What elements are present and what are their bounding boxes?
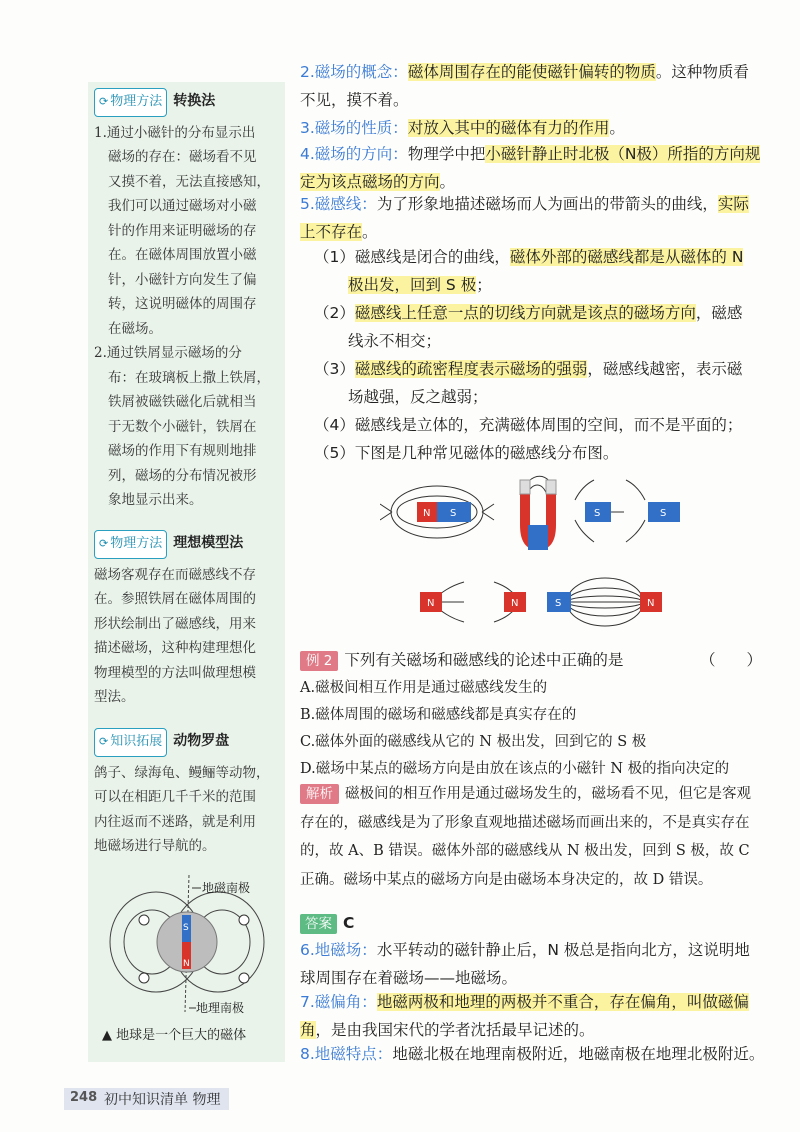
point-4: （4）磁感线是立体的，充满磁体周围的空间，而不是平面的； <box>314 416 743 434</box>
text-line: 2.通过铁屑显示磁场的分 <box>94 345 242 361</box>
text-line: 在磁场。 <box>108 320 162 337</box>
book-title: 初中知识清单 物理 <box>104 1092 221 1108</box>
compass-icon <box>139 973 149 983</box>
text-line: 在。在磁体周围放置小磁 <box>108 247 257 263</box>
text-line: 象地显示出来。 <box>108 492 203 508</box>
text-line: 1.通过小磁针的分布显示出 <box>94 124 256 141</box>
earth-magnet-figure <box>96 870 286 1045</box>
point-5: （5）下图是几种常见磁体的磁感线分布图。 <box>314 444 619 462</box>
item-field-concept: 2.磁场的概念：磁体周围存在的能使磁针偏转的物质。这种物质看不见，摸不着。 <box>300 63 749 109</box>
section-title: 动物罗盘 <box>173 733 230 749</box>
point-3: （3）磁感线的疏密程度表示磁场的强弱，磁感线越密，表示磁场越强，反之越弱； <box>314 360 743 406</box>
text-line: 内往返而不迷路，就是利用 <box>94 813 256 830</box>
item-geomagnetic-features: 8.地磁特点：地磁北极在地理南极附近，地磁南极在地理北极附近。 <box>300 1045 765 1063</box>
option-a: A.磁极间相互作用是通过磁感线发生的 <box>300 680 548 696</box>
text-line: 在。参照铁屑在磁体周围的 <box>94 591 256 607</box>
section-body <box>94 563 280 710</box>
u-magnet-s-region <box>528 525 548 550</box>
extension-badge: ⟳ 知识拓展 <box>94 728 167 757</box>
example-options <box>300 675 762 783</box>
item-declination: 7.磁偏角：地磁两极和地理的两极并不重合，存在偏角，叫做磁偏角，是由我国宋代的学者沈括最早记述的。 <box>300 993 749 1039</box>
item-field-direction: 4.磁场的方向：物理学中把小磁针静止时北极（N极）所指的方向规定为该点磁场的方向。 <box>300 145 761 191</box>
page-number: 248 <box>70 1090 98 1105</box>
compass-icon <box>239 915 249 925</box>
answer-badge: 答案 <box>300 914 337 934</box>
text-line: 鸽子、绿海龟、鳗鲡等动物， <box>94 764 270 781</box>
text-line: 磁场的存在：磁场看不见 <box>108 149 257 165</box>
method-badge: ⟳ 物理方法 <box>94 530 167 559</box>
item-field-property: 3.磁场的性质：对放入其中的磁体有力的作用。 <box>300 119 625 137</box>
section-title: 理想模型法 <box>173 535 244 551</box>
text-line: 物理模型的方法叫做理想模 <box>94 664 256 681</box>
text-line: 铁屑被磁铁磁化后就相当 <box>108 394 257 410</box>
pole-label: S <box>594 508 601 519</box>
pole-label: N <box>427 598 435 609</box>
pole-label: N <box>511 598 519 609</box>
geomagnetic-south-label: 地磁南极 <box>202 881 251 895</box>
text-line: 又摸不着，无法直接感知， <box>108 173 270 190</box>
option-d: D.磁场中某点的磁场方向是由放在该点的小磁针 N 极的指向决定的 <box>300 761 730 777</box>
example-badge: 例 2 <box>300 651 338 671</box>
text-line: 形状绘制出了磁感线，用来 <box>94 615 256 632</box>
point-1: （1）磁感线是闭合的曲线，磁体外部的磁感线都是从磁体的 N 极出发，回到 S 极； <box>314 248 744 294</box>
text-line: 可以在相距几千千米的范围 <box>94 789 256 805</box>
compass-icon <box>239 973 249 983</box>
u-magnet-tip <box>546 480 556 494</box>
n-mark: N <box>183 959 190 969</box>
u-magnet-tip <box>520 480 530 494</box>
section-body <box>94 761 280 859</box>
method-badge: ⟳ 物理方法 <box>94 88 167 117</box>
compass-icon <box>139 915 149 925</box>
text-line: 我们可以通过磁场对小磁 <box>108 198 257 214</box>
sidebar-section-conversion <box>94 88 280 513</box>
example-2-question: 例 2 下列有关磁场和磁感线的论述中正确的是 （ ） <box>300 646 762 674</box>
example-answer: 答案 C <box>300 909 762 937</box>
section-body <box>94 121 280 513</box>
item-field-lines: 5.磁感线：为了形象地描述磁场而人为画出的带箭头的曲线，实际上不存在。 <box>300 195 749 241</box>
text-line: 磁场的作用下有规则地排 <box>108 443 257 459</box>
text-line: 地磁场进行导航的。 <box>94 838 216 854</box>
pole-label: S <box>450 508 457 519</box>
text-line: 针的作用来证明磁场的存 <box>108 222 257 239</box>
s-mark: S <box>183 923 189 933</box>
sidebar-section-animal-compass <box>94 728 280 859</box>
point-2: （2）磁感线上任意一点的切线方向就是该点的磁场方向，磁感线永不相交； <box>314 304 743 350</box>
figure-caption: ▲ 地球是一个巨大的磁体 <box>102 1028 247 1043</box>
pole-label: S <box>660 508 667 519</box>
option-c: C.磁体外面的磁感线从它的 N 极出发，回到它的 S 极 <box>300 734 647 750</box>
sidebar-section-ideal-model <box>94 530 280 710</box>
field-line-points <box>300 243 748 467</box>
pole-label: N <box>423 508 431 519</box>
text-line: 于无数个小磁针，铁屑在 <box>108 418 257 435</box>
geographic-south-label: 地理南极 <box>196 1001 245 1015</box>
text-line: 列，磁场的分布情况被形 <box>108 467 257 484</box>
text-line: 型法。 <box>94 689 135 705</box>
analysis-badge: 解析 <box>300 784 339 804</box>
text-line: 磁场客观存在而磁感线不存 <box>94 566 256 583</box>
section-title: 转换法 <box>173 93 216 109</box>
magnet-field-figures <box>380 470 700 640</box>
text-line: 布：在玻璃板上撒上铁屑， <box>108 369 270 386</box>
text-line: 针，小磁针方向发生了偏 <box>108 271 257 288</box>
example-analysis: 解析 磁极间的相互作用是通过磁场发生的，磁场看不见，但它是客观存在的，磁感线是为了形象直观地描述磁场而画出来的，不是真实存在的，故 A、B 错误。磁体外部的磁感线从 N 极出发，回到 S 极，故 C 正确。磁场中某点的磁场方向是由磁场本身决定的，故 D 错误。 <box>300 786 751 888</box>
option-b: B.磁体周围的磁场和磁感线都是真实存在的 <box>300 707 577 723</box>
pole-label: N <box>647 598 655 609</box>
pole-label: S <box>555 598 562 609</box>
text-line: 描述磁场，这种构建理想化 <box>94 640 256 656</box>
item-geomagnetic-field: 6.地磁场：水平转动的磁针静止后，N 极总是指向北方，这说明地球周围存在着磁场——地磁场。 <box>300 941 750 987</box>
text-line: 转，这说明磁体的周围存 <box>108 296 257 312</box>
